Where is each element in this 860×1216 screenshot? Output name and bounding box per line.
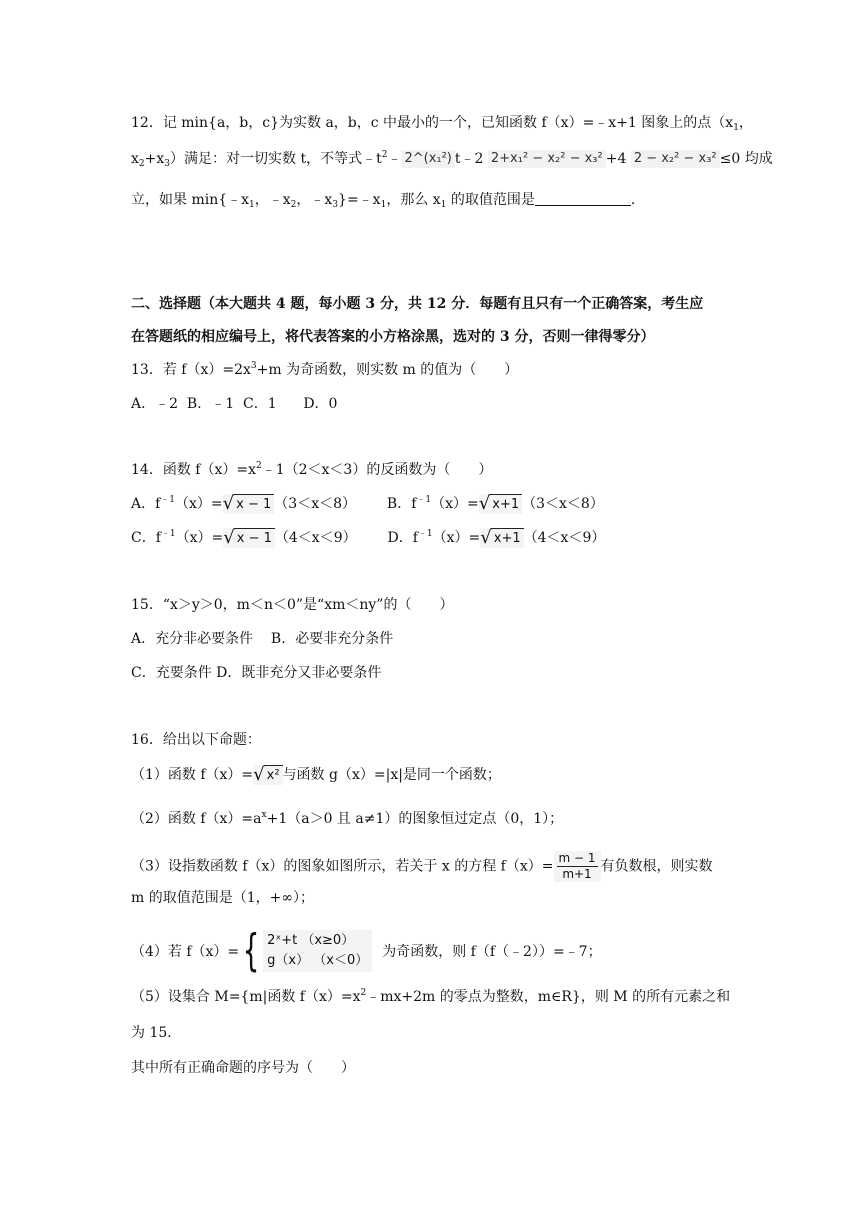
superscript: x — [261, 810, 267, 820]
subscript: 3 — [332, 200, 339, 210]
q16-text: （2）函数 f（x）=a — [131, 811, 262, 827]
q16-text: 为奇函数，则 f（f（﹣2））=﹣7； — [382, 944, 602, 960]
option-text: （x）= — [175, 496, 223, 512]
option-text: （4＜x＜9） — [523, 530, 606, 546]
q12-text: ，﹣x — [296, 192, 333, 208]
q16-proposition-1 — [131, 765, 501, 785]
option-label: D．f — [387, 530, 418, 546]
q14-options-cd — [131, 528, 605, 548]
q15-options-cd: C．充要条件 D．既非充分又非必要条件 — [131, 665, 382, 681]
q12-text: ，﹣x — [254, 192, 291, 208]
q16-proposition-3-cont: m 的取值范围是（1，+∞）； — [131, 890, 315, 906]
sqrt-formula — [223, 528, 275, 548]
q12-line2 — [131, 149, 773, 169]
radical-sign: √ — [222, 493, 235, 514]
radical-sign: √ — [253, 764, 265, 785]
radical-sign: √ — [480, 527, 492, 548]
q12-text: t﹣2 — [454, 151, 484, 167]
q16-text: （1）函数 f（x）= — [131, 767, 254, 783]
q14-options-ab — [131, 494, 604, 514]
answer-blank[interactable] — [535, 191, 631, 206]
q15-options-ab: A．充分非必要条件 B．必要非充分条件 — [131, 631, 394, 647]
q13-text: 13．若 f（x）=2x — [131, 362, 251, 378]
superscript: 2 — [381, 150, 388, 160]
q13-options: A．﹣2 B．﹣1 C．1 D．0 — [131, 396, 338, 412]
superscript: 3 — [250, 361, 257, 371]
radicand: x − 1 — [233, 494, 274, 514]
section2-header-line1: 二、选择题（本大题共 4 题，每小题 3 分，共 12 分．每题有且只有一个正确答案，考生应 — [131, 296, 704, 312]
formula-image-3: 2 − x₂² − x₃² — [631, 150, 720, 168]
option-text: （3＜x＜8） — [522, 496, 604, 512]
q12-text: }=﹣x — [338, 192, 381, 208]
q12-text: 立，如果 min{﹣x — [131, 192, 250, 208]
option-text: （x）= — [431, 496, 479, 512]
superscript: ﹣1 — [417, 529, 433, 539]
numerator: m − 1 — [558, 851, 596, 865]
q12-text: ）满足：对一切实数 t，不等式﹣t — [170, 151, 382, 167]
fraction-formula — [554, 851, 601, 882]
q16-text: 与函数 g（x）=|x|是同一个函数； — [282, 767, 501, 783]
q16-text: （5）设集合 M={m|函数 f（x）=x — [131, 989, 361, 1005]
q12-text: ≤0 均成 — [719, 151, 773, 167]
option-text: （3＜x＜8） — [274, 496, 356, 512]
radical-sign: √ — [478, 493, 491, 514]
left-brace-icon: { — [242, 925, 260, 976]
q16-text: +1（a＞0 且 a≠1）的图象恒过定点（0，1）； — [266, 811, 564, 827]
section2-header-line2: 在答题纸的相应编号上，将代表答案的小方格涂黑，选对的 3 分，否则一律得零分） — [131, 329, 655, 345]
subscript: 1 — [249, 200, 255, 210]
sqrt-formula — [253, 765, 282, 785]
superscript: 2 — [360, 988, 367, 998]
q14-text: ﹣1（2＜x＜3）的反函数为（ ） — [261, 462, 493, 478]
subscript: 1 — [380, 200, 387, 210]
q16-text: （3）设指数函数 f（x）的图象如图所示，若关于 x 的方程 f（x）= — [131, 858, 554, 875]
option-text: （x）= — [432, 530, 481, 546]
sqrt-formula — [223, 494, 275, 514]
q16-text: ﹣mx+2m 的零点为整数，m∈R}，则 M 的所有元素之和 — [366, 989, 731, 1005]
q14-option-a — [131, 493, 356, 514]
q12-text: ，那么 x — [386, 192, 441, 208]
sqrt-formula — [480, 528, 523, 548]
q12-text: 12．记 min{a，b，c}为实数 a，b，c 中最小的一个，已知函数 f（x）=﹣x+1 图象上的点（x — [131, 115, 734, 131]
subscript: 2 — [290, 200, 297, 210]
q16-proposition-2 — [131, 809, 563, 829]
superscript: 2 — [255, 461, 262, 471]
option-label: B．f — [386, 496, 417, 512]
q14-text: 14．函数 f（x）=x — [131, 462, 256, 478]
superscript: ﹣1 — [160, 495, 176, 505]
option-text: （x）= — [175, 530, 224, 546]
q12-line3 — [131, 190, 645, 210]
q16-proposition-3 — [131, 851, 713, 882]
formula-image-2: 2+x₁² − x₂² − x₃² — [488, 150, 606, 168]
q12-line1 — [131, 113, 753, 133]
radicand: x+1 — [489, 494, 522, 514]
q12-text: ． — [630, 192, 645, 208]
q16-proposition-5 — [131, 987, 730, 1007]
subscript: 2 — [138, 159, 145, 169]
case-line: 2ˣ+t （x≥0） — [267, 933, 355, 948]
q16-text: 有负数根，则实数 — [600, 858, 713, 875]
q12-text: +x — [144, 151, 165, 167]
q14-option-b — [386, 493, 604, 514]
superscript: ﹣1 — [416, 495, 432, 505]
q14-stem — [131, 460, 492, 480]
piecewise-formula — [263, 930, 372, 972]
q12-text: ， — [738, 115, 753, 131]
q13-stem — [131, 360, 518, 380]
q12-text: x — [131, 151, 139, 167]
q16-stem: 16．给出以下命题： — [131, 732, 261, 748]
radicand: x − 1 — [234, 528, 275, 548]
q14-option-c — [131, 527, 357, 548]
q15-stem: 15．“x＞y＞0，m＜n＜0”是“xm＜ny”的（ ） — [131, 597, 454, 613]
formula-image-1: 2^(x₁²) — [401, 150, 454, 168]
q12-text: +4 — [605, 151, 627, 167]
denominator: m+1 — [562, 867, 592, 881]
option-label: A．f — [131, 496, 161, 512]
subscript: 1 — [440, 200, 447, 210]
subscript: 1 — [733, 123, 739, 133]
case-line: g（x） （x＜0） — [267, 953, 369, 968]
q16-proposition-4 — [131, 927, 602, 975]
option-label: C．f — [131, 530, 161, 546]
subscript: 3 — [164, 159, 171, 169]
option-text: （4＜x＜9） — [274, 530, 357, 546]
q13-text: +m 为奇函数，则实数 m 的值为（ ） — [256, 362, 519, 378]
radicand: x+1 — [491, 528, 524, 548]
sqrt-formula — [479, 494, 522, 514]
superscript: ﹣1 — [160, 529, 176, 539]
q16-proposition-5-cont: 为 15． — [131, 1025, 182, 1041]
q16-text: （4）若 f（x）= — [131, 944, 240, 960]
q12-text: ﹣ — [387, 151, 402, 167]
q16-closing: 其中所有正确命题的序号为（ ） — [131, 1060, 355, 1076]
radical-sign: √ — [223, 527, 235, 548]
radicand: x² — [264, 765, 283, 785]
q12-text: 的取值范围是 — [446, 192, 535, 208]
q14-option-d — [387, 527, 606, 548]
